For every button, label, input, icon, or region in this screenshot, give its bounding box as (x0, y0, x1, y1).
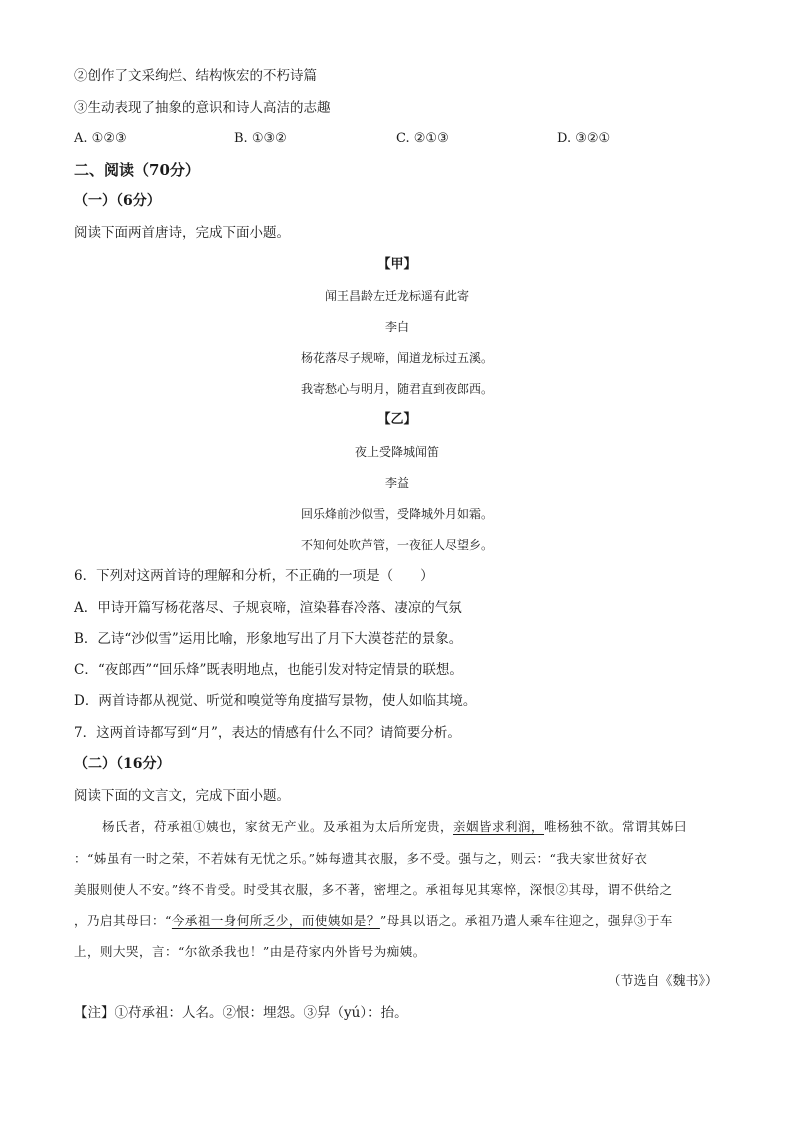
poem-b-line-1: 回乐烽前沙似雪，受降城外月如霜。 (300, 507, 493, 521)
intro-item-3: ③生动表现了抽象的意识和诗人高洁的志趣 (74, 100, 331, 116)
q7-stem: 7．这两首诗都写到“月”，表达的情感有什么不同？请简要分析。 (74, 725, 461, 741)
part2-heading: （二）（16分） (74, 756, 171, 772)
underlined-phrase-1: 亲姻皆求利润， (453, 819, 545, 834)
passage-line-5: 上，则大哭，言：“尔欲杀我也！”由是苻家内外皆号为痴姨。 (74, 944, 426, 959)
poem-b-line-2: 不知何处吹芦管，一夜征人尽望乡。 (300, 538, 493, 552)
section-heading: 二、阅读（70分） (74, 161, 200, 179)
q6-option-b: B．乙诗“沙似雪”运用比喻，形象地写出了月下大漠苍茫的景象。 (74, 631, 463, 647)
passage-line-2: ：“姊虽有一时之荣，不若妹有无忧之乐。”姊每遗其衣服，多不受。强与之，则云：“我夫家世贫好衣 (74, 851, 648, 866)
poem-b-title: 夜上受降城闻笛 (354, 445, 439, 459)
part1-instruction: 阅读下面两首唐诗，完成下面小题。 (74, 225, 290, 241)
poem-a-line-1: 杨花落尽子规啼，闻道龙标过五溪。 (300, 351, 493, 365)
q5-option-a: A. ①②③ (74, 131, 127, 146)
q6-option-d: D．两首诗都从视觉、听觉和嗅觉等角度描写景物，使人如临其境。 (74, 693, 477, 709)
part1-heading: （一）（6分） (74, 193, 161, 209)
q6-option-c: C．“夜郎西”“回乐烽”既表明地点，也能引发对特定情景的联想。 (74, 662, 463, 678)
passage-notes: 【注】①苻承祖：人名。②恨：埋怨。③舁（yú）：抬。 (74, 1005, 408, 1021)
q5-option-d: D. ③②① (557, 131, 611, 146)
poem-a-marker: 【甲】 (377, 257, 417, 272)
passage-source: （节选自《魏书》） (607, 974, 718, 989)
q5-option-c: C. ②①③ (396, 131, 449, 146)
poem-b-marker: 【乙】 (377, 412, 417, 427)
poem-a-line-2: 我寄愁心与明月，随君直到夜郎西。 (300, 382, 493, 396)
poem-b-author: 李益 (384, 476, 409, 490)
underlined-phrase-2: 今承祖一身何所乏少，而使姨如是？ (171, 913, 380, 928)
q6-stem: 6．下列对这两首诗的理解和分析，不正确的一项是（ ） (74, 568, 434, 584)
passage-line-3: 美服则使人不安。”终不肯受。时受其衣服，多不著，密埋之。承祖每见其寒悴，深恨②其母，谓不供给之 (74, 882, 673, 897)
passage-line-1: 杨氏者，苻承祖①姨也，家贫无产业。及承祖为太后所宠贵，亲姻皆求利润，唯杨独不欲。常谓其姊曰 (102, 819, 688, 834)
poem-a-author: 李白 (384, 320, 409, 334)
q5-option-b: B. ①③② (234, 131, 287, 146)
part2-instruction: 阅读下面的文言文，完成下面小题。 (74, 788, 290, 804)
passage-line-4: ，乃启其母曰：“今承祖一身何所乏少，而使姨如是？”母具以语之。承祖乃遣人乘车往迎之，强舁③于车 (74, 913, 673, 928)
q6-option-a: A．甲诗开篇写杨花落尽、子规哀啼，渲染暮春冷落、凄凉的气氛 (74, 600, 462, 616)
intro-item-2: ②创作了文采绚烂、结构恢宏的不朽诗篇 (74, 68, 317, 84)
poem-a-title: 闻王昌龄左迁龙标遥有此寄 (324, 289, 469, 303)
